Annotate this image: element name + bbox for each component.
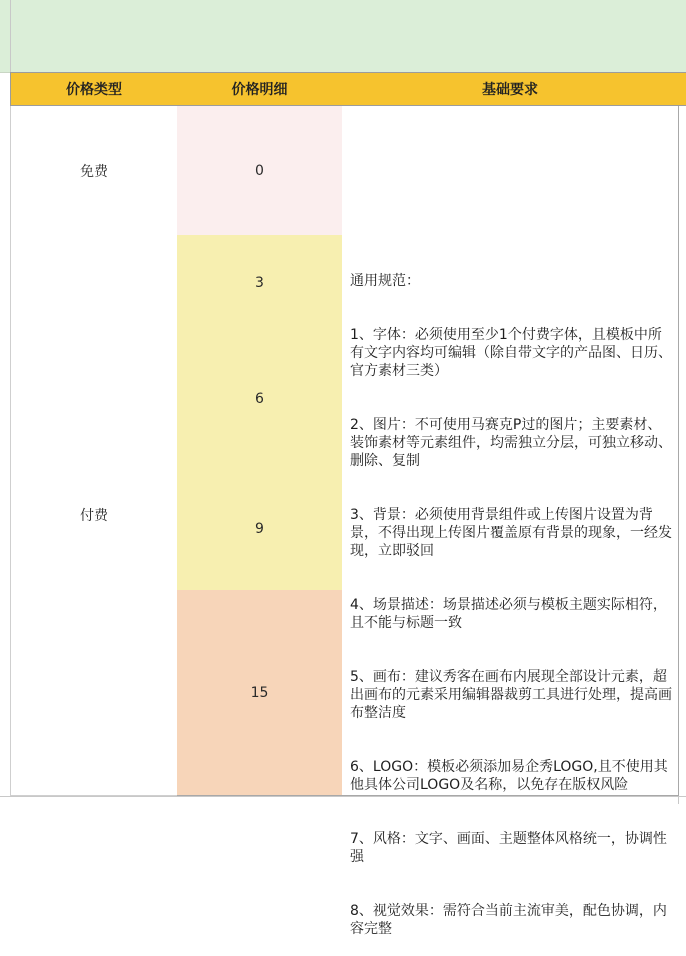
grid-line [678, 796, 679, 804]
requirement-item-6: 6、LOGO：模板必须添加易企秀LOGO,且不使用其他具体公司LOGO及名称，以免存在版权风险 [350, 759, 668, 793]
price-detail-0: 0 [177, 106, 343, 236]
requirements-text [350, 236, 674, 956]
price-type-paid: 付费 [10, 235, 178, 796]
requirement-item-7: 7、风格：文字、画面、主题整体风格统一，协调性强 [350, 831, 667, 865]
price-detail-15: 15 [177, 590, 343, 796]
header-basic-requirements: 基础要求 [342, 72, 679, 106]
grid-line [0, 796, 686, 797]
top-banner [0, 0, 686, 73]
price-type-free: 免费 [10, 106, 178, 236]
requirement-item-2: 2、图片：不可使用马赛克P过的图片；主要素材、装饰素材等元素组件，均需独立分层，可独立移动、删除、复制 [350, 417, 672, 469]
requirement-item-5: 5、画布：建议秀客在画布内展现全部设计元素，超出画布的元素采用编辑器裁剪工具进行处理，提高画布整洁度 [350, 669, 672, 721]
header-price-type: 价格类型 [10, 72, 178, 106]
requirement-item-1: 1、字体：必须使用至少1个付费字体，且模板中所有文字内容均可编辑（除自带文字的产品图、日历、官方素材三类） [350, 327, 672, 379]
requirements-title: 通用规范： [350, 273, 420, 289]
requirement-item-8: 8、视觉效果：需符合当前主流审美，配色协调，内容完整 [350, 903, 667, 937]
price-detail-3: 3 [177, 235, 343, 332]
requirement-item-4: 4、场景描述：场景描述必须与模板主题实际相符，且不能与标题一致 [350, 597, 667, 631]
price-detail-6: 6 [177, 331, 343, 468]
requirement-item-3: 3、背景：必须使用背景组件或上传图片设置为背景，不得出现上传图片覆盖原有背景的现象，一经发现，立即驳回 [350, 507, 672, 559]
grid-line [10, 0, 11, 72]
header-price-detail: 价格明细 [177, 72, 343, 106]
price-detail-9: 9 [177, 467, 343, 591]
header-extra-column [678, 72, 686, 106]
extra-column-body [679, 106, 686, 796]
